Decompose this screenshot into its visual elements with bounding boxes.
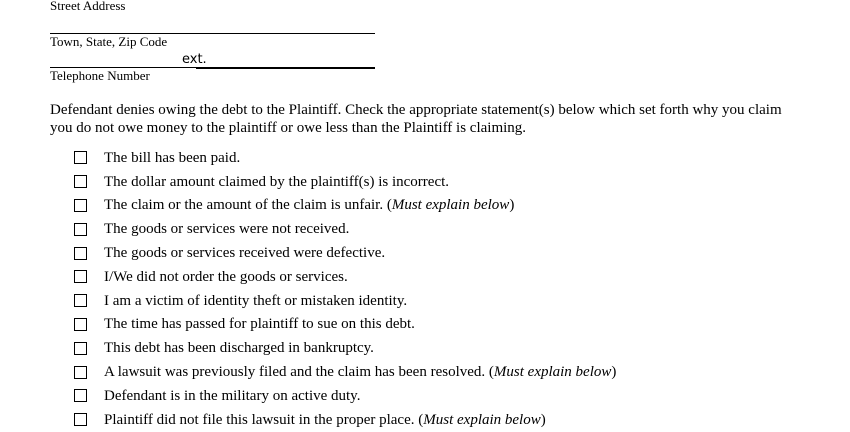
town-state-zip-label: Town, State, Zip Code: [50, 34, 168, 49]
option-amount-incorrect: [74, 170, 616, 194]
extension-input-line[interactable]: [196, 67, 375, 69]
option-label: I am a victim of identity theft or mistaken identity.: [104, 292, 408, 309]
option-not-received: [74, 217, 616, 241]
telephone-number-label: Telephone Number: [50, 68, 150, 83]
option-label: Defendant is in the military on active duty.: [104, 387, 361, 404]
time-passed-checkbox[interactable]: [74, 318, 87, 331]
option-label: The dollar amount claimed by the plaintiff(s) is incorrect.: [104, 173, 450, 190]
option-label: A lawsuit was previously filed and the claim has been resolved. (Must explain below): [104, 364, 617, 381]
improper-place-checkbox[interactable]: [74, 413, 87, 426]
option-bill-paid: [74, 146, 616, 170]
identity-theft-checkbox[interactable]: [74, 294, 87, 307]
option-label: This debt has been discharged in bankruptcy.: [104, 340, 374, 357]
option-label: The goods or services were not received.: [104, 221, 350, 238]
option-label: The time has passed for plaintiff to sue on this debt.: [104, 316, 415, 333]
bankruptcy-checkbox[interactable]: [74, 342, 87, 355]
option-time-passed: [74, 313, 616, 337]
instructions-paragraph: [50, 101, 820, 137]
option-previous-lawsuit: [74, 360, 616, 384]
option-label: The bill has been paid.: [104, 149, 241, 166]
must-explain-note: Must explain below: [391, 197, 510, 214]
defense-options-list: [74, 146, 616, 432]
defective-checkbox[interactable]: [74, 247, 87, 260]
ext-label: ext.: [182, 52, 207, 67]
option-identity-theft: [74, 289, 616, 313]
option-label: The goods or services received were defective.: [104, 245, 386, 262]
option-label: I/We did not order the goods or services.: [104, 268, 348, 285]
option-not-ordered: [74, 265, 616, 289]
instructions-line-2: you do not owe money to the plaintiff or owe less than the Plaintiff is claiming.: [50, 120, 527, 136]
option-military-duty: [74, 384, 616, 408]
option-bankruptcy: [74, 336, 616, 360]
option-improper-place: [74, 408, 616, 432]
amount-incorrect-checkbox[interactable]: [74, 175, 87, 188]
not-received-checkbox[interactable]: [74, 223, 87, 236]
bill-paid-checkbox[interactable]: [74, 151, 87, 164]
option-defective: [74, 241, 616, 265]
street-address-label: Street Address: [50, 0, 126, 13]
option-label: The claim or the amount of the claim is unfair. (Must explain below): [104, 197, 515, 214]
previous-lawsuit-checkbox[interactable]: [74, 366, 87, 379]
must-explain-note: Must explain below: [423, 411, 541, 428]
not-ordered-checkbox[interactable]: [74, 270, 87, 283]
instructions-line-1: Defendant denies owing the debt to the Plaintiff. Check the appropriate statement(s) below which set forth why you claim: [50, 102, 782, 118]
option-claim-unfair: [74, 194, 616, 218]
claim-unfair-checkbox[interactable]: [74, 199, 87, 212]
military-duty-checkbox[interactable]: [74, 389, 87, 402]
must-explain-note: Must explain below: [493, 364, 612, 381]
option-label: Plaintiff did not file this lawsuit in the proper place. (Must explain below): [104, 411, 546, 428]
